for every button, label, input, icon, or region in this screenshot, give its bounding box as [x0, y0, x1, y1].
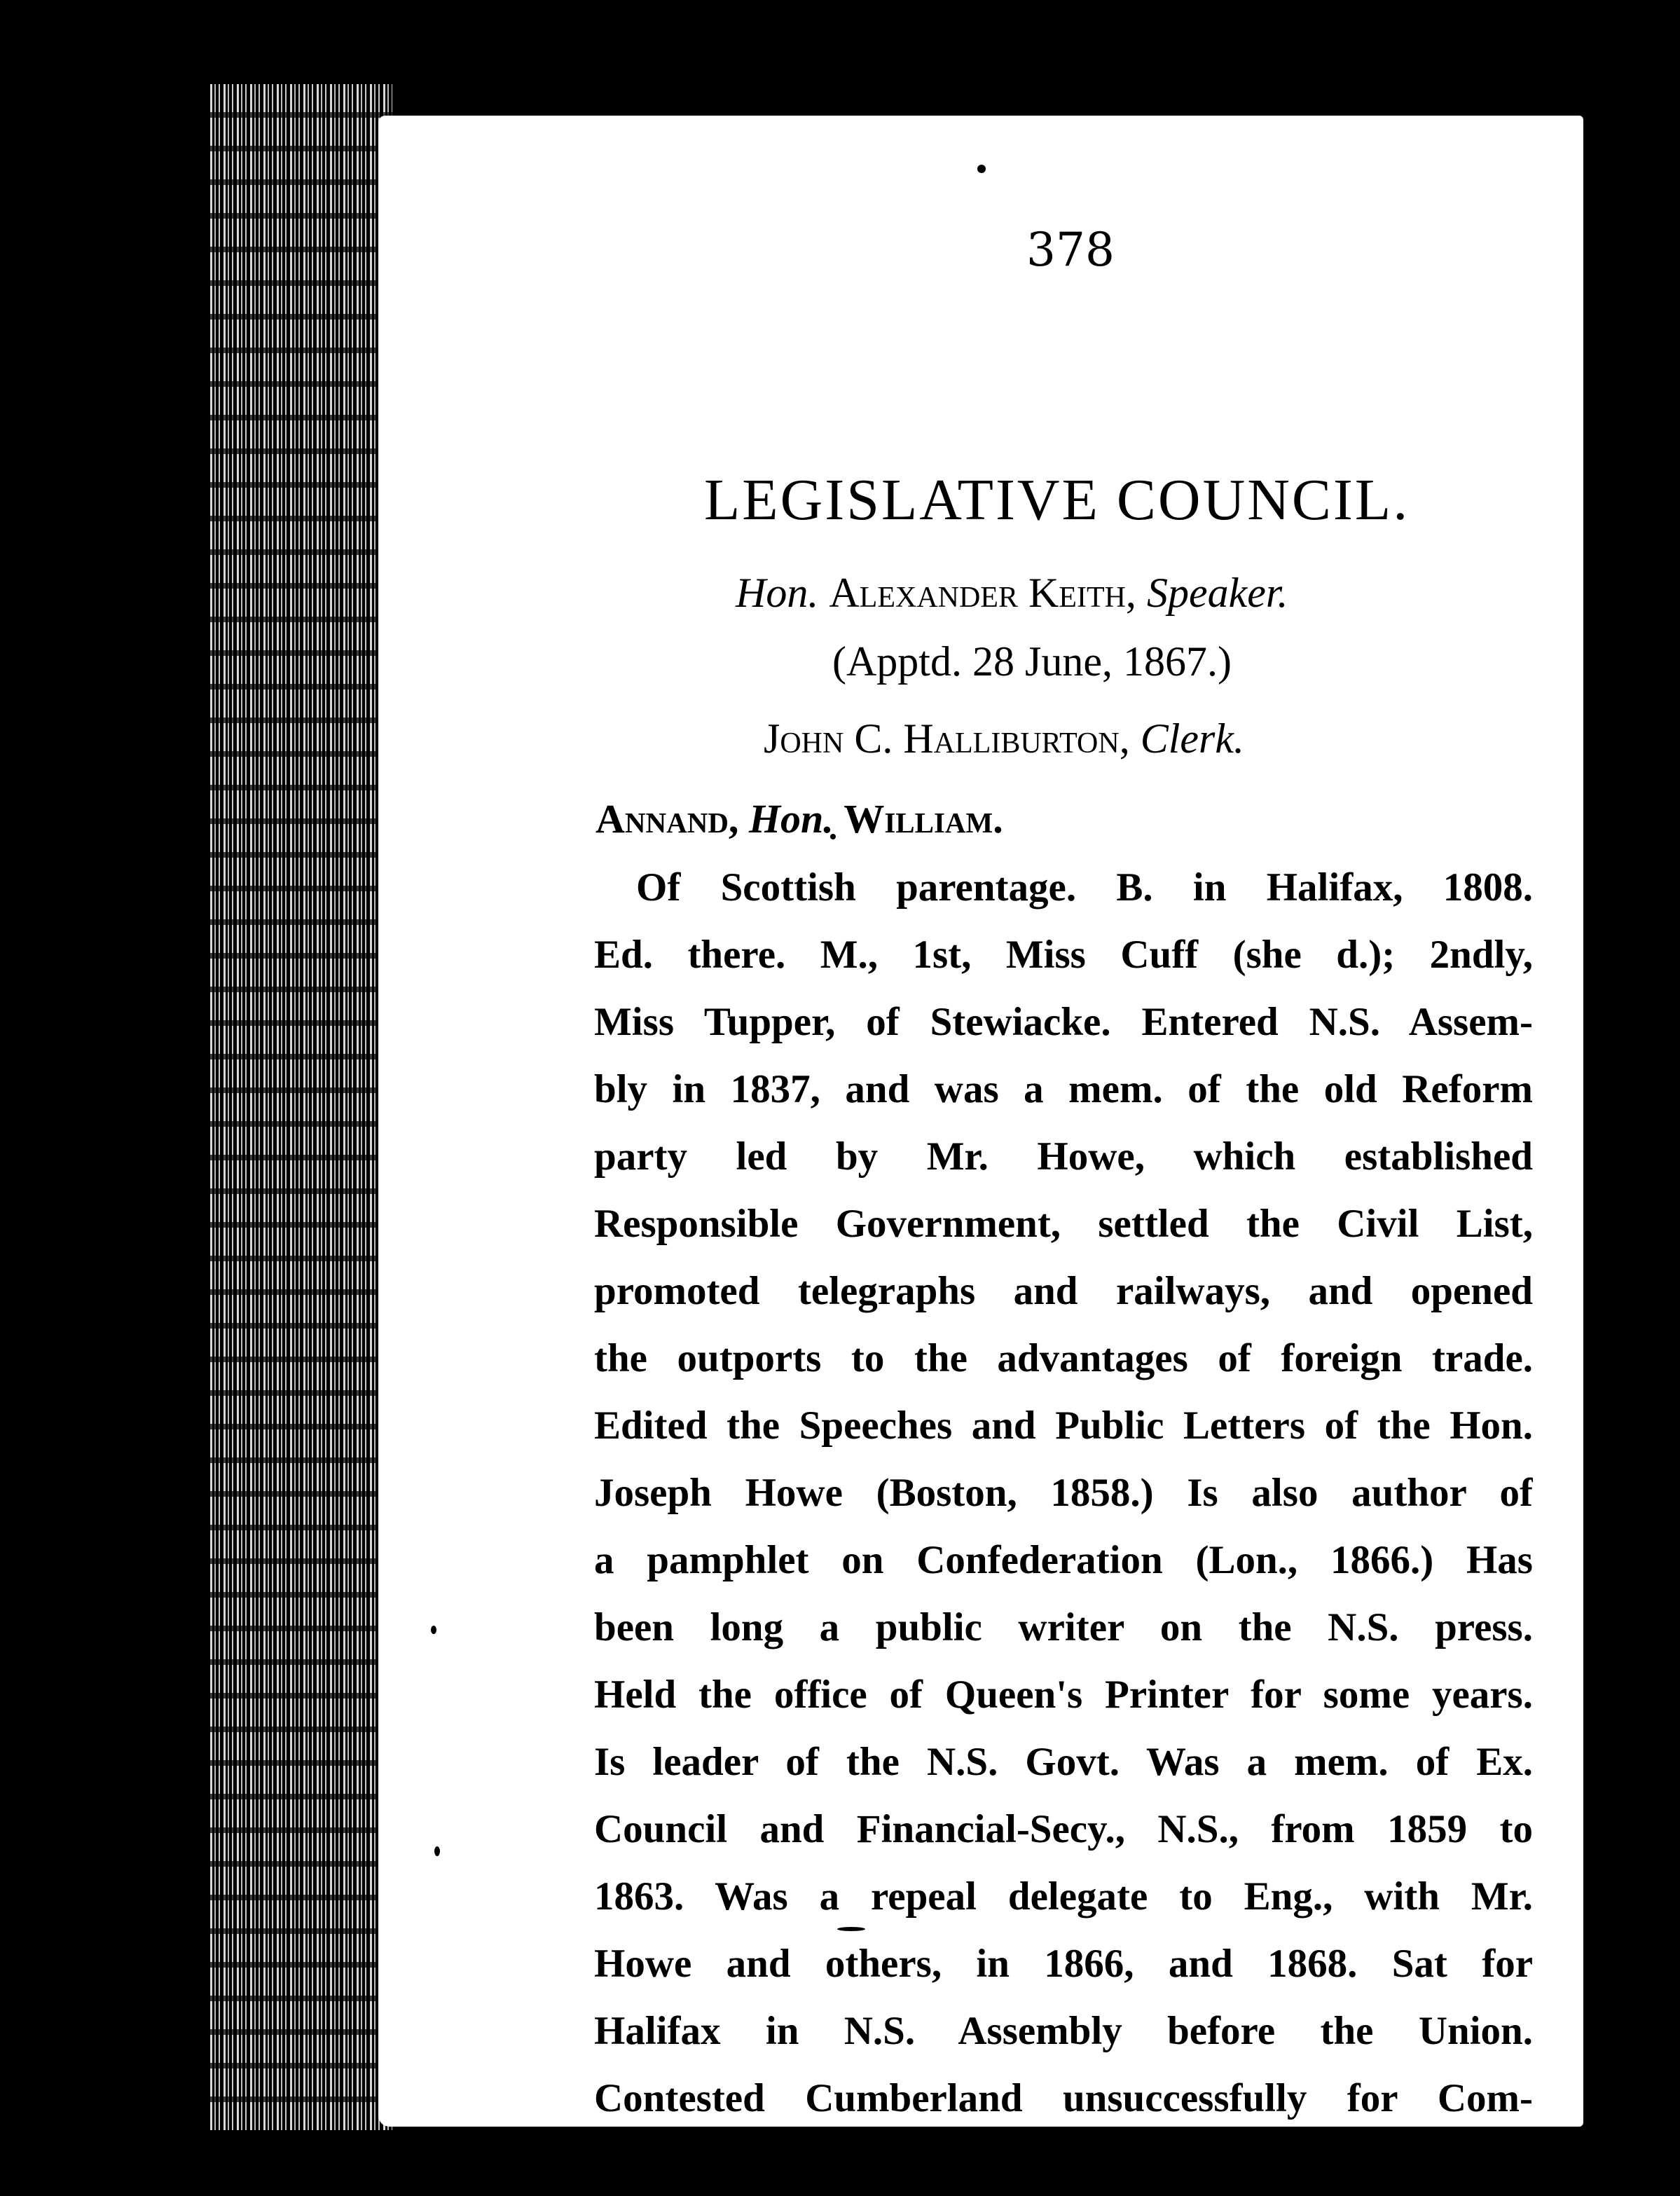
speck-mark: [977, 165, 986, 173]
speaker-honorific: Hon.: [736, 570, 819, 616]
body-line: party led by Mr. Howe, which established: [594, 1134, 1533, 1179]
speaker-role: Speaker.: [1146, 570, 1288, 616]
body-line: Is leader of the N.S. Govt. Was a mem. of Ex.: [594, 1740, 1533, 1784]
entry-heading: [595, 795, 1003, 842]
body-line: Joseph Howe (Boston, 1858.) Is also author of: [594, 1471, 1533, 1515]
body-line: bly in 1837, and was a mem. of the old Reform: [594, 1067, 1533, 1111]
clerk-line: [764, 715, 1244, 763]
clerk-name: John C. Halliburton,: [764, 715, 1130, 762]
speaker-line: [736, 569, 1288, 617]
entry-honorific: Hon.: [748, 796, 834, 842]
speaker-name: Alexander Keith,: [829, 570, 1136, 616]
speck-mark: [431, 1626, 436, 1634]
body-line: Edited the Speeches and Public Letters of the Hon.: [594, 1404, 1533, 1448]
entry-body: [594, 863, 1533, 2141]
entry-given-name: William.: [844, 796, 1003, 842]
body-line: Of Scottish parentage. B. in Halifax, 1808.: [636, 865, 1533, 910]
body-line: been long a public writer on the N.S. press.: [594, 1605, 1533, 1649]
body-line: Miss Tupper, of Stewiacke. Entered N.S. Assem-: [594, 1000, 1533, 1044]
body-line: Ed. there. M., 1st, Miss Cuff (she d.); 2ndly,: [594, 933, 1533, 977]
body-line: Responsible Government, settled the Civil List,: [594, 1202, 1533, 1246]
body-line: Council and Financial-Secy., N.S., from 1859 to: [594, 1807, 1533, 1851]
body-line: promoted telegraphs and railways, and opened: [594, 1269, 1533, 1313]
body-line: Held the office of Queen's Printer for some years.: [594, 1673, 1533, 1717]
speck-mark: [434, 1846, 440, 1856]
body-line: 1863. Was a repeal delegate to Eng., with Mr.: [594, 1874, 1533, 1919]
section-title: LEGISLATIVE COUNCIL.: [704, 467, 1410, 533]
clerk-role: Clerk.: [1140, 715, 1245, 762]
body-line: Halifax in N.S. Assembly before the Union.: [594, 2009, 1533, 2053]
body-line: Howe and others, in 1866, and 1868. Sat for: [594, 1942, 1533, 1986]
appointment-date: (Apptd. 28 June, 1867.): [832, 638, 1232, 685]
body-line: a pamphlet on Confederation (Lon., 1866.) Has: [594, 1538, 1533, 1582]
body-line: Contested Cumberland unsuccessfully for Com-: [594, 2076, 1533, 2120]
page-number: 378: [1026, 223, 1115, 277]
body-line: the outports to the advantages of foreign trade.: [594, 1336, 1533, 1380]
entry-surname: Annand,: [595, 796, 739, 842]
book-page-edges: [210, 84, 392, 2130]
